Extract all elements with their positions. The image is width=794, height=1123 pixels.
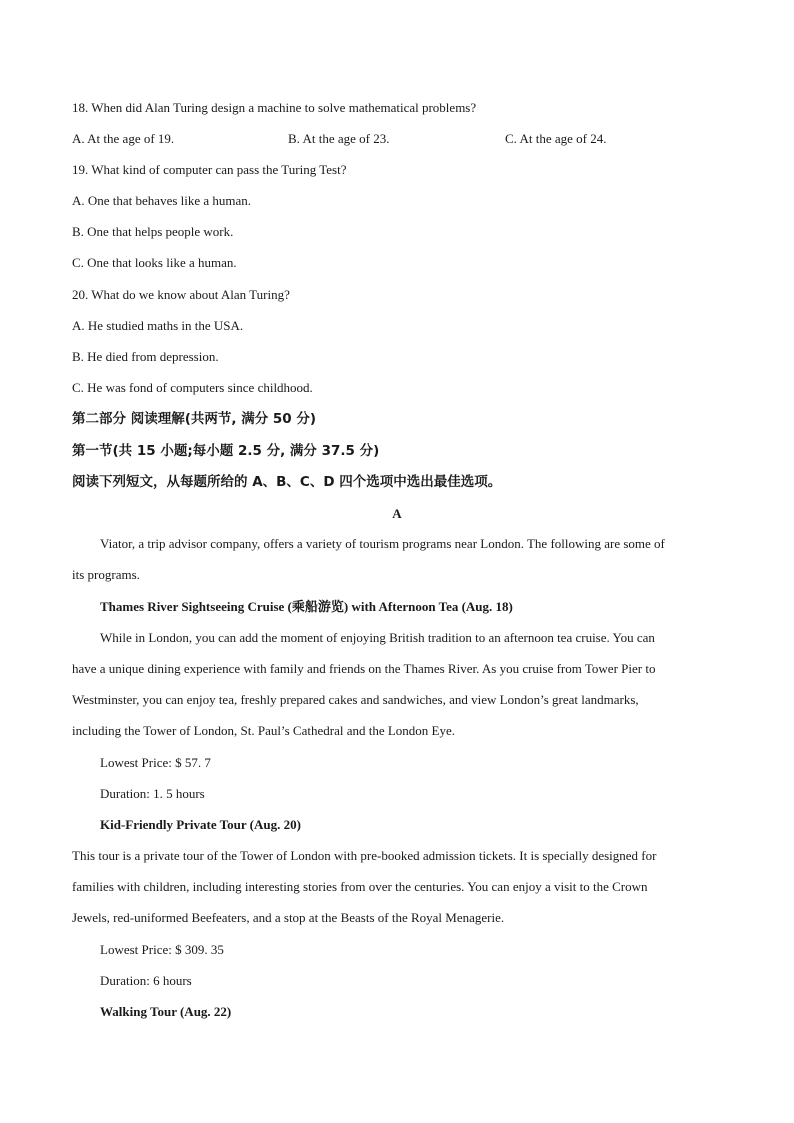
program-1-text-line: While in London, you can add the moment of enjoying British tradition to an afternoon tea cruise. You can [100,630,655,645]
program-1-text-line: including the Tower of London, St. Paul’s Cathedral and the London Eye. [72,723,456,738]
question-18-stem: 18. When did Alan Turing design a machine to solve mathematical problems? [72,100,477,115]
passage-letter: A [392,506,402,521]
section-part2-heading: 第二部分 阅读理解(共两节, 满分 50 分) [72,411,317,427]
question-19-option-b: B. One that helps people work. [72,224,234,239]
program-2-text-line: families with children, including interesting stories from over the centuries. You can enjoy a visit to the Crown [72,879,648,894]
program-2-text-line: Jewels, red-uniformed Beefeaters, and a stop at the Beasts of the Royal Menagerie. [72,910,505,925]
program-2-title: Kid-Friendly Private Tour (Aug. 20) [100,817,301,832]
question-20-option-b: B. He died from depression. [72,349,219,364]
program-1-text-line: Westminster, you can enjoy tea, freshly prepared cakes and sandwiches, and view London’s great landmarks, [72,692,639,707]
question-18-option-a: A. At the age of 19. [72,131,175,146]
question-19-option-a: A. One that behaves like a human. [72,193,252,208]
question-18-option-b: B. At the age of 23. [288,131,390,146]
program-1-text-line: have a unique dining experience with family and friends on the Thames River. As you cruise from Tower Pier to [72,661,656,676]
program-2-text-line: This tour is a private tour of the Tower of London with pre-booked admission tickets. It is specially designed for [72,848,657,863]
program-2-duration: Duration: 6 hours [100,973,192,988]
passage-intro-line: Viator, a trip advisor company, offers a variety of tourism programs near London. The following are some of [100,536,665,551]
program-3-title: Walking Tour (Aug. 22) [100,1004,232,1019]
question-20-option-a: A. He studied maths in the USA. [72,318,244,333]
program-2-price: Lowest Price: $ 309. 35 [100,942,224,957]
question-19-option-c: C. One that looks like a human. [72,255,237,270]
question-19-stem: 19. What kind of computer can pass the Turing Test? [72,162,347,177]
program-1-price: Lowest Price: $ 57. 7 [100,755,211,770]
question-20-stem: 20. What do we know about Alan Turing? [72,287,290,302]
program-1-title: Thames River Sightseeing Cruise (乘船游览) with Afternoon Tea (Aug. 18) [100,599,513,614]
section-instruction: 阅读下列短文，从每题所给的 A、B、C、D 四个选项中选出最佳选项。 [72,474,502,490]
program-1-duration: Duration: 1. 5 hours [100,786,205,801]
question-18-option-c: C. At the age of 24. [505,131,607,146]
question-20-option-c: C. He was fond of computers since childhood. [72,380,313,395]
passage-intro-line: its programs. [72,567,140,582]
section-1-heading: 第一节(共 15 小题;每小题 2.5 分, 满分 37.5 分) [72,443,380,459]
